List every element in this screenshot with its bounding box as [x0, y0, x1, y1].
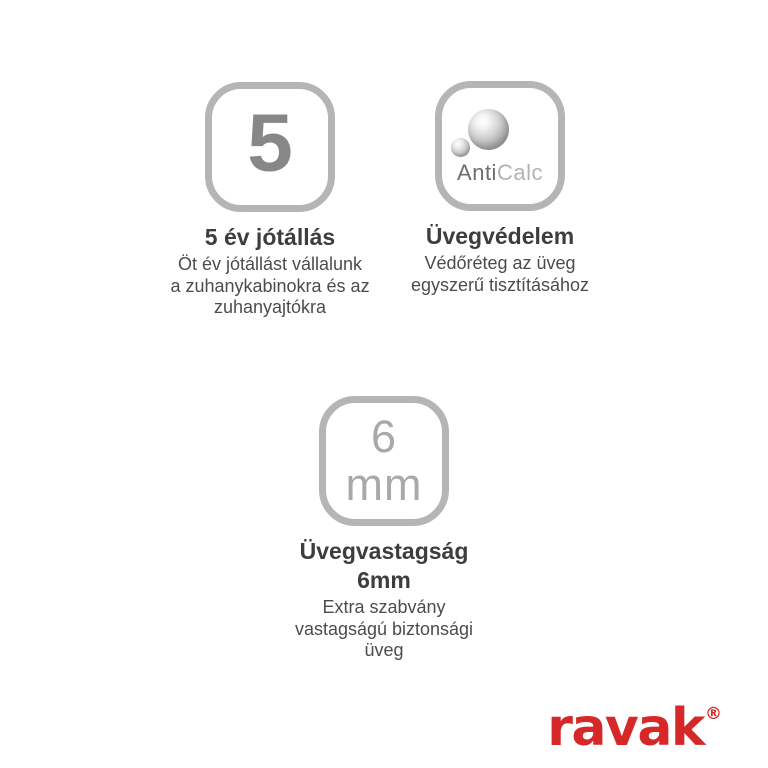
6mm-glyph-line1: 6 [370, 411, 398, 462]
ravak-wordmark: ravak [547, 698, 704, 758]
feature-warranty-description [140, 254, 400, 319]
description-line: egyszerű tisztításához [410, 274, 590, 295]
title-line: Üvegvédelem [425, 223, 575, 249]
feature-warranty [140, 82, 400, 319]
bubble-large-icon [468, 109, 509, 150]
6mm-glyph-line2: mm [345, 459, 423, 510]
anticalc-text-light: Calc [496, 160, 543, 185]
glass-thickness-6mm-icon [319, 396, 449, 526]
feature-glass-thickness-description [254, 597, 514, 662]
warranty-5-icon [205, 82, 335, 212]
bubble-small-icon [451, 138, 470, 157]
feature-glass-thickness [254, 396, 514, 662]
title-line: 6mm [357, 567, 411, 593]
title-line: Üvegvastagság [299, 538, 469, 564]
registered-mark-icon: ® [705, 704, 722, 724]
ravak-logo [547, 698, 722, 758]
anticalc-text-dark: Anti [457, 160, 497, 185]
description-line: a zuhanykabinokra és az [170, 275, 370, 296]
title-line: 5 év jótállás [204, 224, 336, 250]
number-5-glyph: 5 [247, 97, 293, 189]
anticalc-wordmark [442, 160, 558, 186]
description-line: Öt év jótállást vállalunk [177, 254, 363, 274]
6mm-glyph [326, 413, 442, 509]
description-line: üveg [364, 640, 404, 660]
anticalc-icon [435, 81, 565, 211]
feature-warranty-title [140, 223, 400, 252]
feature-glass-protection [370, 81, 630, 296]
description-line: vastagságú biztonsági [294, 618, 474, 639]
feature-glass-protection-title [370, 222, 630, 251]
description-line: Extra szabvány [322, 597, 446, 617]
description-line: Védőréteg az üveg [424, 253, 576, 273]
description-line: zuhanyajtókra [213, 297, 327, 317]
feature-glass-protection-description [370, 253, 630, 296]
feature-glass-thickness-title [254, 537, 514, 595]
